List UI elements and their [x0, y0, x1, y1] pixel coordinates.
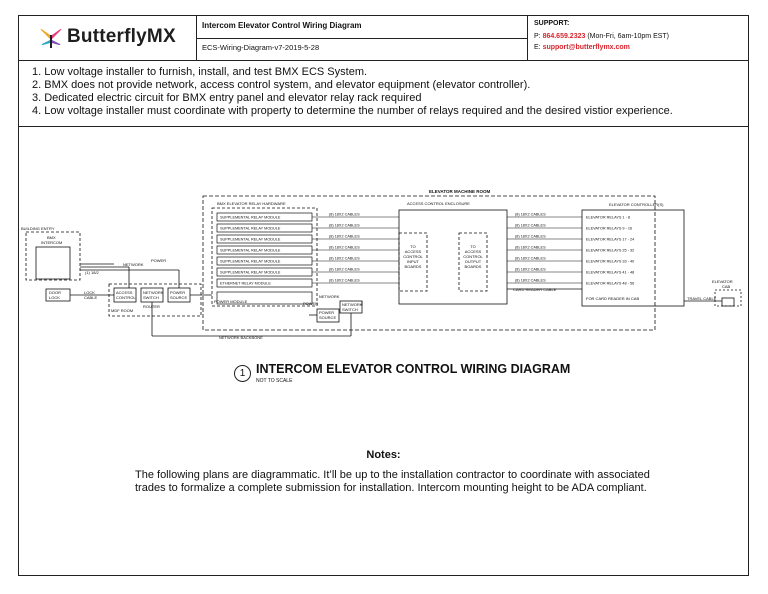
elevator-cab-label-1: ELEVATOR: [712, 279, 733, 284]
figure-subtitle: NOT TO SCALE: [256, 378, 293, 384]
elevator-relay-label: ELEVATOR RELAYS 1 - 8: [586, 215, 631, 220]
cable-18-2-label: (1) 18/2: [85, 270, 99, 275]
support-phone: P: 864.659.2323 (Mon-Fri, 6am-10pm EST): [534, 33, 670, 40]
notes-body: The following plans are diagrammatic. It’ll be up to the installation contractor to coordinate with associated trades to formalize a complete submission for installation. Intercom mounting height to be ADA compliant.: [135, 469, 650, 494]
access-control-label-1: ACCESS: [116, 290, 133, 295]
to-output-2: ACCESS: [464, 249, 482, 254]
output-cable-label: (8) 18X2 CABLES: [515, 267, 546, 272]
to-output-1: TO: [470, 244, 476, 249]
instruction-item: 3. Dedicated electric circuit for BMX entry panel and elevator relay rack required: [32, 92, 422, 104]
elevator-relay-label: ELEVATOR RELAYS 17 - 24: [586, 237, 635, 242]
input-cable-label: (8) 18X2 CABLES: [329, 223, 360, 228]
controller-label: ELEVATOR CONTROLLER(S): [609, 202, 664, 207]
output-cable-label: (8) 18X2 CABLES: [515, 256, 546, 261]
relay-module-label: SUPPLEMENTAL RELAY MODULE: [220, 259, 281, 264]
relay-module-label: SUPPLEMENTAL RELAY MODULE: [220, 270, 281, 275]
power-source-label-2: SOURCE: [170, 295, 188, 300]
power-source-label-1: POWER: [170, 290, 186, 295]
network-label: NETWORK: [123, 262, 144, 267]
ace-label: ACCESS CONTROL ENCLOSURE: [407, 201, 470, 206]
brand-name: ButterflyMX: [67, 26, 176, 47]
mr-power-source-label-1: POWER: [319, 310, 335, 315]
card-reader-cab-label: FOR CARD READER IN CAB: [586, 296, 640, 301]
to-input-4: INPUT: [407, 259, 419, 264]
power-line-label: POWER: [303, 301, 319, 306]
to-input-3: CONTROL: [403, 254, 423, 259]
title-cell: [196, 16, 528, 60]
elevator-relay-label: ELEVATOR RELAYS 48 - 56: [586, 281, 635, 286]
logo-cell: [19, 16, 197, 60]
relay-module-label: ETHERNET RELAY MODULE: [220, 281, 271, 286]
support-email: E: support@butterflymx.com: [534, 44, 630, 51]
relay-module-label: SUPPLEMENTAL RELAY MODULE: [220, 248, 281, 253]
figure-title: INTERCOM ELEVATOR CONTROL WIRING DIAGRAM: [256, 362, 571, 376]
elevator-relay-label: ELEVATOR RELAYS 9 - 16: [586, 226, 633, 231]
relay-module-group: [217, 213, 634, 304]
to-output-4: OUTPUT: [464, 259, 482, 264]
mr-network-switch-label-1: NETWORK: [342, 302, 363, 307]
relay-hw-label: BMX ELEVATOR RELAY HARDWARE: [217, 201, 286, 206]
power-module-label: POWER MODULE: [214, 299, 248, 304]
power-label: POWER: [151, 258, 167, 263]
intercom-label-2: INTERCOM: [41, 240, 63, 245]
elevator-relay-label: ELEVATOR RELAYS 41 - 48: [586, 270, 635, 275]
output-cable-label: (8) 18X2 CABLES: [515, 245, 546, 250]
access-control-label-2: CONTROL: [116, 295, 136, 300]
card-reader-cable-label: CARD READER CABLE: [513, 287, 557, 292]
network-line-label: NETWORK: [319, 294, 340, 299]
network-backbone-label: NETWORK BACKBONE: [219, 335, 263, 340]
elevator-cab-label-2: CAB: [722, 284, 731, 289]
instruction-item: 1. Low voltage installer to furnish, install, and test BMX ECS System.: [32, 66, 368, 78]
email-link[interactable]: support@butterflymx.com: [542, 44, 630, 51]
intercom-label-1: BMX: [47, 235, 56, 240]
to-input-2: ACCESS: [404, 249, 422, 254]
input-cable-label: (8) 18X2 CABLES: [329, 256, 360, 261]
to-output-5: BOARDS: [464, 264, 482, 269]
output-cable-label: (8) 18X2 CABLES: [515, 223, 546, 228]
network-switch-label-2: SWITCH: [143, 295, 159, 300]
travel-cable-label: TRAVEL CABLE: [687, 296, 717, 301]
input-cable-label: (8) 18X2 CABLES: [329, 267, 360, 272]
mr-network-switch-label-2: SWITCH: [342, 307, 358, 312]
elevator-relay-label: ELEVATOR RELAYS 33 - 40: [586, 259, 635, 264]
doc-id: ECS-Wiring-Diagram-v7-2019-5-28: [202, 43, 320, 52]
to-output-3: CONTROL: [463, 254, 483, 259]
instruction-item: 2. BMX does not provide network, access control system, and elevator equipment (elevator controller).: [32, 79, 531, 91]
wiring-diagram: [19, 126, 748, 576]
router-label: ROUTER: [143, 304, 160, 309]
input-cable-label: (8) 18X2 CABLES: [329, 234, 360, 239]
relay-module-label: SUPPLEMENTAL RELAY MODULE: [220, 215, 281, 220]
door-lock-label-2: LOCK: [49, 295, 60, 300]
output-cable-label: (8) 18X2 CABLES: [515, 278, 546, 283]
network-switch-label-1: NETWORK: [143, 290, 164, 295]
notes-heading: Notes:: [366, 449, 401, 461]
mdf-room-label: MDF ROOM: [111, 308, 134, 313]
relay-module-label: SUPPLEMENTAL RELAY MODULE: [220, 237, 281, 242]
figure-number: 1: [234, 365, 251, 382]
lock-cable-label-2: CABLE: [84, 295, 98, 300]
output-cable-label: (8) 18X2 CABLES: [515, 212, 546, 217]
output-cable-label: (8) 18X2 CABLES: [515, 234, 546, 239]
doc-title: Intercom Elevator Control Wiring Diagram: [202, 21, 362, 30]
building-entry-label: BUILDING ENTRY: [21, 226, 55, 231]
to-input-5: BOARDS: [404, 264, 422, 269]
to-input-1: TO: [410, 244, 416, 249]
elevator-relay-label: ELEVATOR RELAYS 25 - 32: [586, 248, 635, 253]
input-cable-label: (8) 18X2 CABLES: [329, 245, 360, 250]
door-lock-label-1: DOOR: [49, 290, 61, 295]
machine-room-label: ELEVATOR MACHINE ROOM: [429, 189, 491, 194]
input-cable-label: (8) 18X2 CABLES: [329, 278, 360, 283]
relay-module-label: SUPPLEMENTAL RELAY MODULE: [220, 226, 281, 231]
title-block: [19, 16, 748, 61]
mr-power-source-label-2: SOURCE: [319, 315, 337, 320]
support-label: SUPPORT:: [534, 20, 570, 27]
lock-cable-label-1: LOCK: [84, 290, 95, 295]
phone-link[interactable]: 864.659.2323: [542, 33, 586, 40]
wiring-diagram-svg: [19, 126, 748, 346]
instruction-item: 4. Low voltage installer must coordinate with property to determine the number of relays required and the desired vistior experience.: [32, 105, 673, 117]
butterfly-logo-icon: [39, 26, 63, 50]
instructions: [19, 60, 748, 127]
input-cable-label: (8) 18X2 CABLES: [329, 212, 360, 217]
drawing-sheet: [18, 15, 749, 576]
support-cell: [527, 16, 748, 60]
